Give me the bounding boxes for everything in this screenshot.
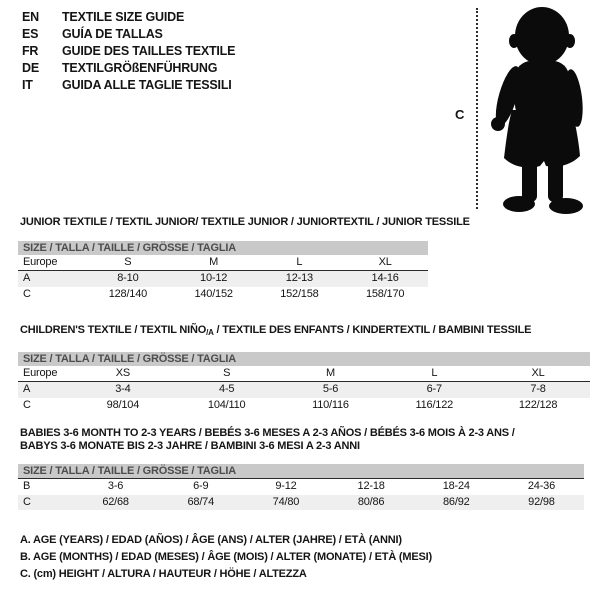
- junior-height-row: [18, 287, 428, 303]
- region-label: Europe: [23, 255, 58, 268]
- height-measure-label: C: [455, 107, 465, 122]
- row-label: B: [23, 480, 31, 492]
- value-cell: 122/128: [518, 398, 558, 411]
- row-label: C: [23, 287, 31, 300]
- row-label: C: [23, 398, 31, 411]
- value-cell: 86/92: [443, 495, 470, 508]
- children-title-pre: CHILDREN'S TEXTILE / TEXTIL NIÑO: [20, 324, 207, 336]
- language-code: DE: [22, 61, 39, 75]
- language-code: ES: [22, 27, 39, 41]
- row-label: A: [23, 272, 31, 284]
- language-code: FR: [22, 44, 39, 58]
- language-row-en: [22, 9, 235, 26]
- language-label: GUÍA DE TALLAS: [62, 27, 163, 41]
- size-cell: M: [326, 366, 335, 379]
- value-cell: 12-13: [285, 272, 313, 284]
- size-cell: XL: [531, 366, 545, 379]
- legend-line-age-years: A. AGE (YEARS) / EDAD (AÑOS) / ÂGE (ANS) / ALTER (JAHRE) / ETÀ (ANNI): [20, 534, 402, 546]
- language-code: IT: [22, 78, 33, 92]
- size-cell: S: [223, 366, 231, 379]
- babies-size-bar: SIZE / TALLA / TAILLE / GRÖSSE / TAGLIA: [18, 464, 584, 479]
- value-cell: 68/74: [187, 495, 215, 508]
- value-cell: 9-12: [275, 480, 297, 492]
- value-cell: 24-36: [527, 480, 556, 492]
- language-list: [22, 9, 235, 94]
- value-cell: 8-10: [117, 272, 139, 284]
- row-label: C: [23, 495, 31, 508]
- baby-silhouette: [486, 4, 598, 216]
- value-cell: 5-6: [322, 383, 339, 395]
- size-cell: XS: [115, 366, 131, 379]
- region-label: Europe: [23, 366, 58, 379]
- size-cell: S: [124, 255, 132, 268]
- value-cell: 6-7: [426, 383, 442, 395]
- value-cell: 6-9: [193, 480, 209, 492]
- language-label: TEXTILGRÖßENFÜHRUNG: [62, 61, 218, 75]
- legend: [20, 532, 432, 583]
- babies-title: [20, 427, 584, 452]
- value-cell: 104/110: [207, 398, 246, 411]
- value-cell: 7-8: [530, 383, 546, 395]
- children-size-table: [18, 352, 590, 414]
- size-cell: XL: [378, 255, 392, 268]
- language-row-es: [22, 26, 235, 43]
- value-cell: 80/86: [357, 495, 385, 508]
- language-label: TEXTILE SIZE GUIDE: [62, 10, 185, 24]
- row-label: A: [23, 383, 31, 395]
- value-cell: 140/152: [194, 287, 233, 300]
- babies-title-line1: BABIES 3-6 MONTH TO 2-3 YEARS / BEBÉS 3-6 MESES A 2-3 AÑOS / BÉBÉS 3-6 MOIS À 2-3 ANS /: [20, 427, 515, 439]
- legend-line-age-months: B. AGE (MONTHS) / EDAD (MESES) / ÂGE (MOIS) / ALTER (MONATE) / ETÀ (MESI): [20, 551, 432, 563]
- babies-size-table: [18, 464, 584, 510]
- value-cell: 98/104: [106, 398, 140, 411]
- children-age-row: [18, 382, 590, 398]
- language-row-fr: [22, 43, 235, 60]
- value-cell: 158/170: [365, 287, 405, 300]
- babies-title-line2: BABYS 3-6 MONATE BIS 2-3 JAHRE / BAMBINI 3-6 MESI A 2-3 ANNI: [20, 439, 360, 452]
- junior-size-bar: SIZE / TALLA / TAILLE / GRÖSSE / TAGLIA: [18, 241, 428, 255]
- children-header-row: [18, 366, 590, 383]
- junior-header-row: [18, 255, 428, 272]
- junior-title: JUNIOR TEXTILE / TEXTIL JUNIOR/ TEXTILE JUNIOR / JUNIORTEXTIL / JUNIOR TESSILE: [20, 216, 470, 228]
- section-children: [20, 324, 590, 413]
- size-cell: L: [296, 255, 303, 268]
- value-cell: 10-12: [200, 272, 228, 284]
- value-cell: 116/122: [415, 398, 454, 411]
- value-cell: 4-5: [219, 383, 235, 395]
- junior-size-table: [18, 241, 428, 303]
- language-label: GUIDE DES TAILLES TEXTILE: [62, 44, 236, 58]
- children-title-post: / TEXTILE DES ENFANTS / KINDERTEXTIL / BAMBINI TESSILE: [213, 324, 532, 336]
- height-dotted-line: [476, 8, 478, 209]
- section-babies: [20, 427, 584, 510]
- section-junior: [20, 216, 470, 302]
- children-title-sub: /A: [206, 328, 214, 337]
- babies-height-row: [18, 495, 584, 511]
- children-title: [20, 324, 590, 340]
- value-cell: 18-24: [442, 480, 470, 492]
- value-cell: 74/80: [272, 495, 300, 508]
- language-code: EN: [22, 10, 39, 24]
- value-cell: 110/116: [312, 398, 349, 411]
- children-height-row: [18, 398, 590, 414]
- junior-age-row: [18, 271, 428, 287]
- value-cell: 3-6: [107, 480, 124, 492]
- language-row-it: [22, 77, 235, 94]
- value-cell: 128/140: [108, 287, 148, 300]
- size-cell: L: [431, 366, 438, 379]
- value-cell: 12-18: [357, 480, 385, 492]
- value-cell: 3-4: [115, 383, 131, 395]
- language-row-de: [22, 60, 235, 77]
- babies-age-row: [18, 479, 584, 495]
- value-cell: 14-16: [371, 272, 399, 284]
- language-label: GUIDA ALLE TAGLIE TESSILI: [62, 78, 232, 92]
- children-size-bar: SIZE / TALLA / TAILLE / GRÖSSE / TAGLIA: [18, 352, 590, 366]
- size-cell: M: [209, 255, 219, 268]
- value-cell: 92/98: [528, 495, 555, 508]
- value-cell: 152/158: [280, 287, 319, 300]
- legend-line-height: C. (cm) HEIGHT / ALTURA / HAUTEUR / HÖHE / ALTEZZA: [20, 568, 307, 580]
- value-cell: 62/68: [102, 495, 129, 508]
